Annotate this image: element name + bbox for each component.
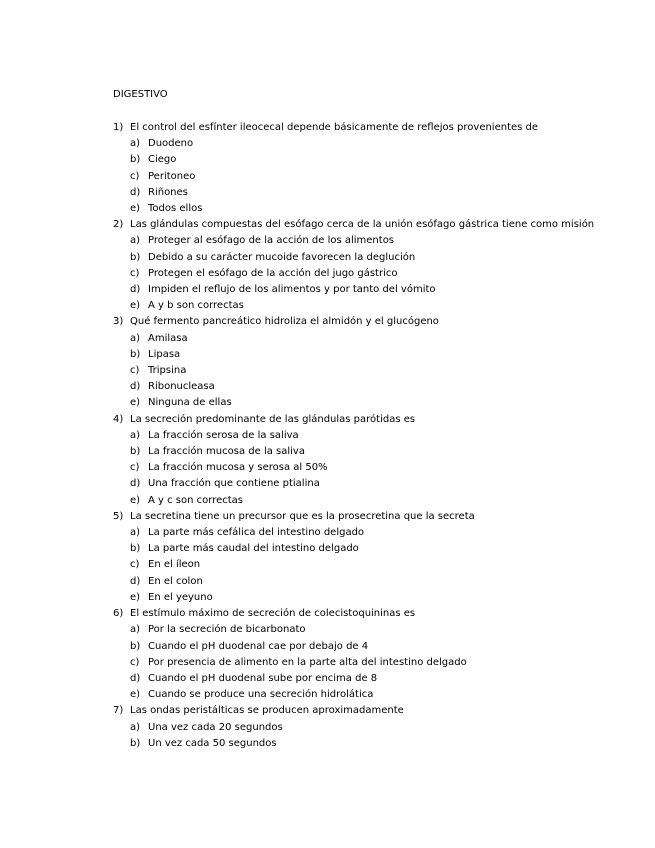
question-block [113,412,633,509]
option-text: En el yeyuno [148,591,213,603]
option-letter: d) [130,575,141,587]
option-letter: e) [130,397,141,409]
question-block [113,509,633,606]
answer-option [113,395,633,411]
option-letter: b) [130,737,141,749]
answer-option [113,331,633,347]
option-letter: c) [130,559,140,571]
option-text: Cuando el pH duodenal sube por encima de 8 [148,672,378,684]
answer-option [113,282,633,298]
option-text: En el colon [148,575,203,587]
option-text: Amilasa [148,332,188,344]
option-text: Lipasa [148,348,181,360]
question [113,217,633,233]
option-text: Duodeno [148,138,194,150]
question-text: Qué fermento pancreático hidroliza el almidón y el glucógeno [130,316,439,328]
answer-option [113,169,633,185]
question-list [113,120,633,752]
option-letter: a) [130,624,141,636]
option-text: La parte más caudal del intestino delgado [148,543,359,555]
answer-option [113,671,633,687]
answer-option [113,574,633,590]
option-text: Cuando se produce una secreción hidrolática [148,689,374,701]
question-text: La secreción predominante de las glándulas parótidas es [130,413,416,425]
answer-option [113,428,633,444]
option-text: Todos ellos [148,203,203,215]
question-number: 6) [113,608,124,620]
option-text: La fracción mucosa y serosa al 50% [148,462,328,474]
option-letter: e) [130,494,141,506]
option-text: Tripsina [148,365,187,377]
option-letter: b) [130,446,141,458]
answer-option [113,266,633,282]
option-letter: d) [130,186,141,198]
answer-option [113,557,633,573]
answer-option [113,493,633,509]
answer-option [113,250,633,266]
option-letter: a) [130,332,141,344]
answer-option [113,622,633,638]
option-letter: d) [130,672,141,684]
option-text: Una vez cada 20 segundos [148,721,283,733]
option-letter: b) [130,348,141,360]
option-letter: a) [130,527,141,539]
option-list [113,233,633,314]
option-text: Ciego [148,154,177,166]
question-number: 2) [113,219,124,231]
option-letter: e) [130,203,141,215]
option-text: Un vez cada 50 segundos [148,737,277,749]
option-letter: e) [130,689,141,701]
answer-option [113,136,633,152]
option-list [113,525,633,606]
option-text: Una fracción que contiene ptialina [148,478,320,490]
answer-option [113,201,633,217]
question-block [113,314,633,411]
question [113,314,633,330]
answer-option [113,525,633,541]
option-text: Proteger al esófago de la acción de los alimentos [148,235,395,247]
question-block [113,606,633,703]
question-block [113,120,633,217]
question-number: 7) [113,705,124,717]
answer-option [113,233,633,249]
question [113,120,633,136]
option-letter: b) [130,640,141,652]
answer-option [113,460,633,476]
answer-option [113,298,633,314]
option-list [113,331,633,412]
option-letter: d) [130,381,141,393]
option-letter: d) [130,478,141,490]
option-text: Riñones [148,186,188,198]
question-number: 1) [113,122,124,133]
answer-option [113,152,633,168]
question-text: El control del esfínter ileocecal depende básicamente de reflejos provenientes de [130,122,539,133]
option-letter: c) [130,170,140,182]
option-letter: b) [130,251,141,263]
question-text: Las glándulas compuestas del esófago cerca de la unión esófago gástrica tiene como misión [130,219,595,231]
document-title: DIGESTIVO [113,89,168,100]
answer-option [113,185,633,201]
option-text: A y c son correctas [148,494,243,506]
option-list [113,720,633,752]
option-list [113,136,633,217]
option-text: La parte más cefálica del intestino delgado [148,527,365,539]
option-letter: c) [130,267,140,279]
option-letter: b) [130,543,141,555]
option-letter: b) [130,154,141,166]
option-text: La fracción mucosa de la saliva [148,446,305,458]
answer-option [113,363,633,379]
option-text: Por presencia de alimento en la parte alta del intestino delgado [148,656,467,668]
option-letter: e) [130,300,141,312]
option-letter: a) [130,235,141,247]
answer-option [113,687,633,703]
option-text: Ninguna de ellas [148,397,232,409]
question-text: El estímulo máximo de secreción de colecistoquininas es [130,608,416,620]
option-letter: d) [130,284,141,296]
option-text: La fracción serosa de la saliva [148,429,299,441]
option-letter: c) [130,365,140,377]
answer-option [113,379,633,395]
question-block [113,217,633,314]
answer-option [113,444,633,460]
option-text: Protegen el esófago de la acción del jugo gástrico [148,267,398,279]
option-text: A y b son correctas [148,300,244,312]
option-letter: a) [130,721,141,733]
answer-option [113,476,633,492]
question-text: Las ondas peristálticas se producen aproximadamente [130,705,404,717]
option-letter: c) [130,656,140,668]
question-block [113,703,633,752]
option-text: Peritoneo [148,170,196,182]
option-list [113,428,633,509]
question [113,412,633,428]
question-number: 3) [113,316,124,328]
option-letter: a) [130,429,141,441]
question-text: La secretina tiene un precursor que es la prosecretina que la secreta [130,510,475,522]
option-text: En el íleon [148,559,201,571]
question-number: 4) [113,413,124,425]
answer-option [113,639,633,655]
question [113,509,633,525]
answer-option [113,590,633,606]
option-letter: a) [130,138,141,150]
answer-option [113,347,633,363]
option-text: Por la secreción de bicarbonato [148,624,306,636]
option-letter: e) [130,591,141,603]
question [113,703,633,719]
question-number: 5) [113,510,124,522]
answer-option [113,655,633,671]
option-text: Cuando el pH duodenal cae por debajo de 4 [148,640,369,652]
option-text: Impiden el reflujo de los alimentos y por tanto del vómito [148,284,436,296]
option-text: Ribonucleasa [148,381,215,393]
answer-option [113,541,633,557]
option-letter: c) [130,462,140,474]
answer-option [113,736,633,752]
option-text: Debido a su carácter mucoide favorecen la deglución [148,251,416,263]
option-list [113,622,633,703]
question [113,606,633,622]
answer-option [113,720,633,736]
